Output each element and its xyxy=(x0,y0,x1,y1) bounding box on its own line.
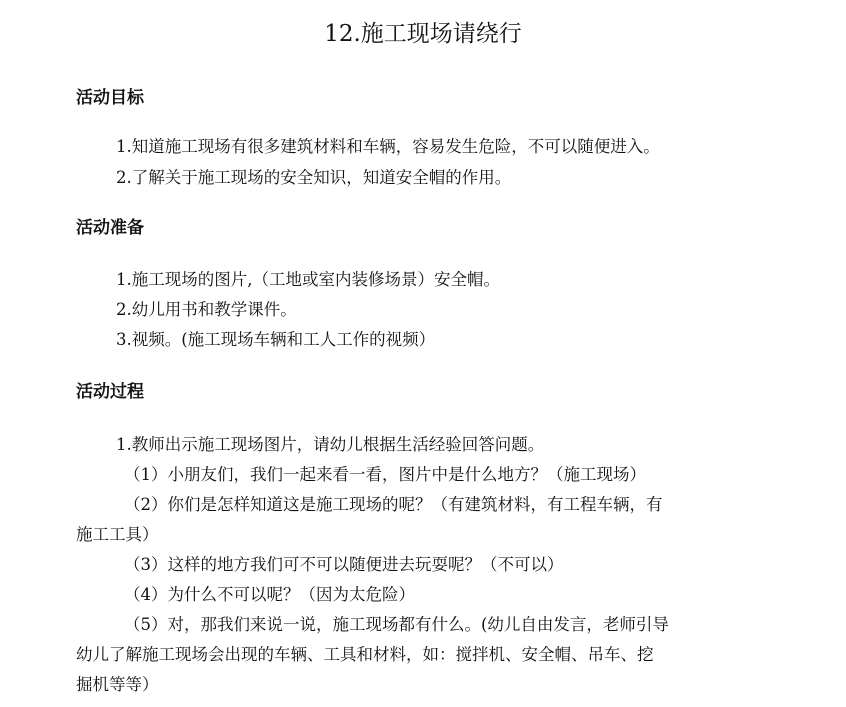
goal-line-1: 1.知道施工现场有很多建筑材料和车辆，容易发生危险，不可以随便进入。 xyxy=(116,137,660,156)
document-title: 12.施工现场请绕行 xyxy=(324,21,522,47)
prep-line-1: 1.施工现场的图片,（工地或室内装修场景）安全帽。 xyxy=(116,270,500,289)
process-line-6: （5）对，那我们来说一说，施工现场都有什么。(幼儿自由发言，老师引导 xyxy=(124,615,669,634)
process-line-4: （3）这样的地方我们可不可以随便进去玩耍呢？（不可以） xyxy=(124,555,564,574)
process-line-1: 1.教师出示施工现场图片，请幼儿根据生活经验回答问题。 xyxy=(116,435,545,454)
section-heading-goals: 活动目标 xyxy=(76,88,144,108)
section-heading-process: 活动过程 xyxy=(76,382,144,402)
goal-line-2: 2.了解关于施工现场的安全知识，知道安全帽的作用。 xyxy=(116,168,512,187)
process-line-6-end: 掘机等等） xyxy=(76,675,159,694)
process-line-3-cont: 施工工具） xyxy=(76,525,159,544)
prep-line-3: 3.视频。(施工现场车辆和工人工作的视频） xyxy=(116,330,436,349)
section-heading-preparation: 活动准备 xyxy=(76,218,144,238)
prep-line-2: 2.幼儿用书和教学课件。 xyxy=(116,300,297,319)
process-line-6-cont: 幼儿了解施工现场会出现的车辆、工具和材料，如：搅拌机、安全帽、吊车、挖 xyxy=(76,645,654,664)
process-line-2: （1）小朋友们，我们一起来看一看，图片中是什么地方？（施工现场） xyxy=(124,465,646,484)
process-line-5: （4）为什么不可以呢？（因为太危险） xyxy=(124,585,415,604)
process-line-3: （2）你们是怎样知道这是施工现场的呢？（有建筑材料，有工程车辆，有 xyxy=(124,495,663,514)
